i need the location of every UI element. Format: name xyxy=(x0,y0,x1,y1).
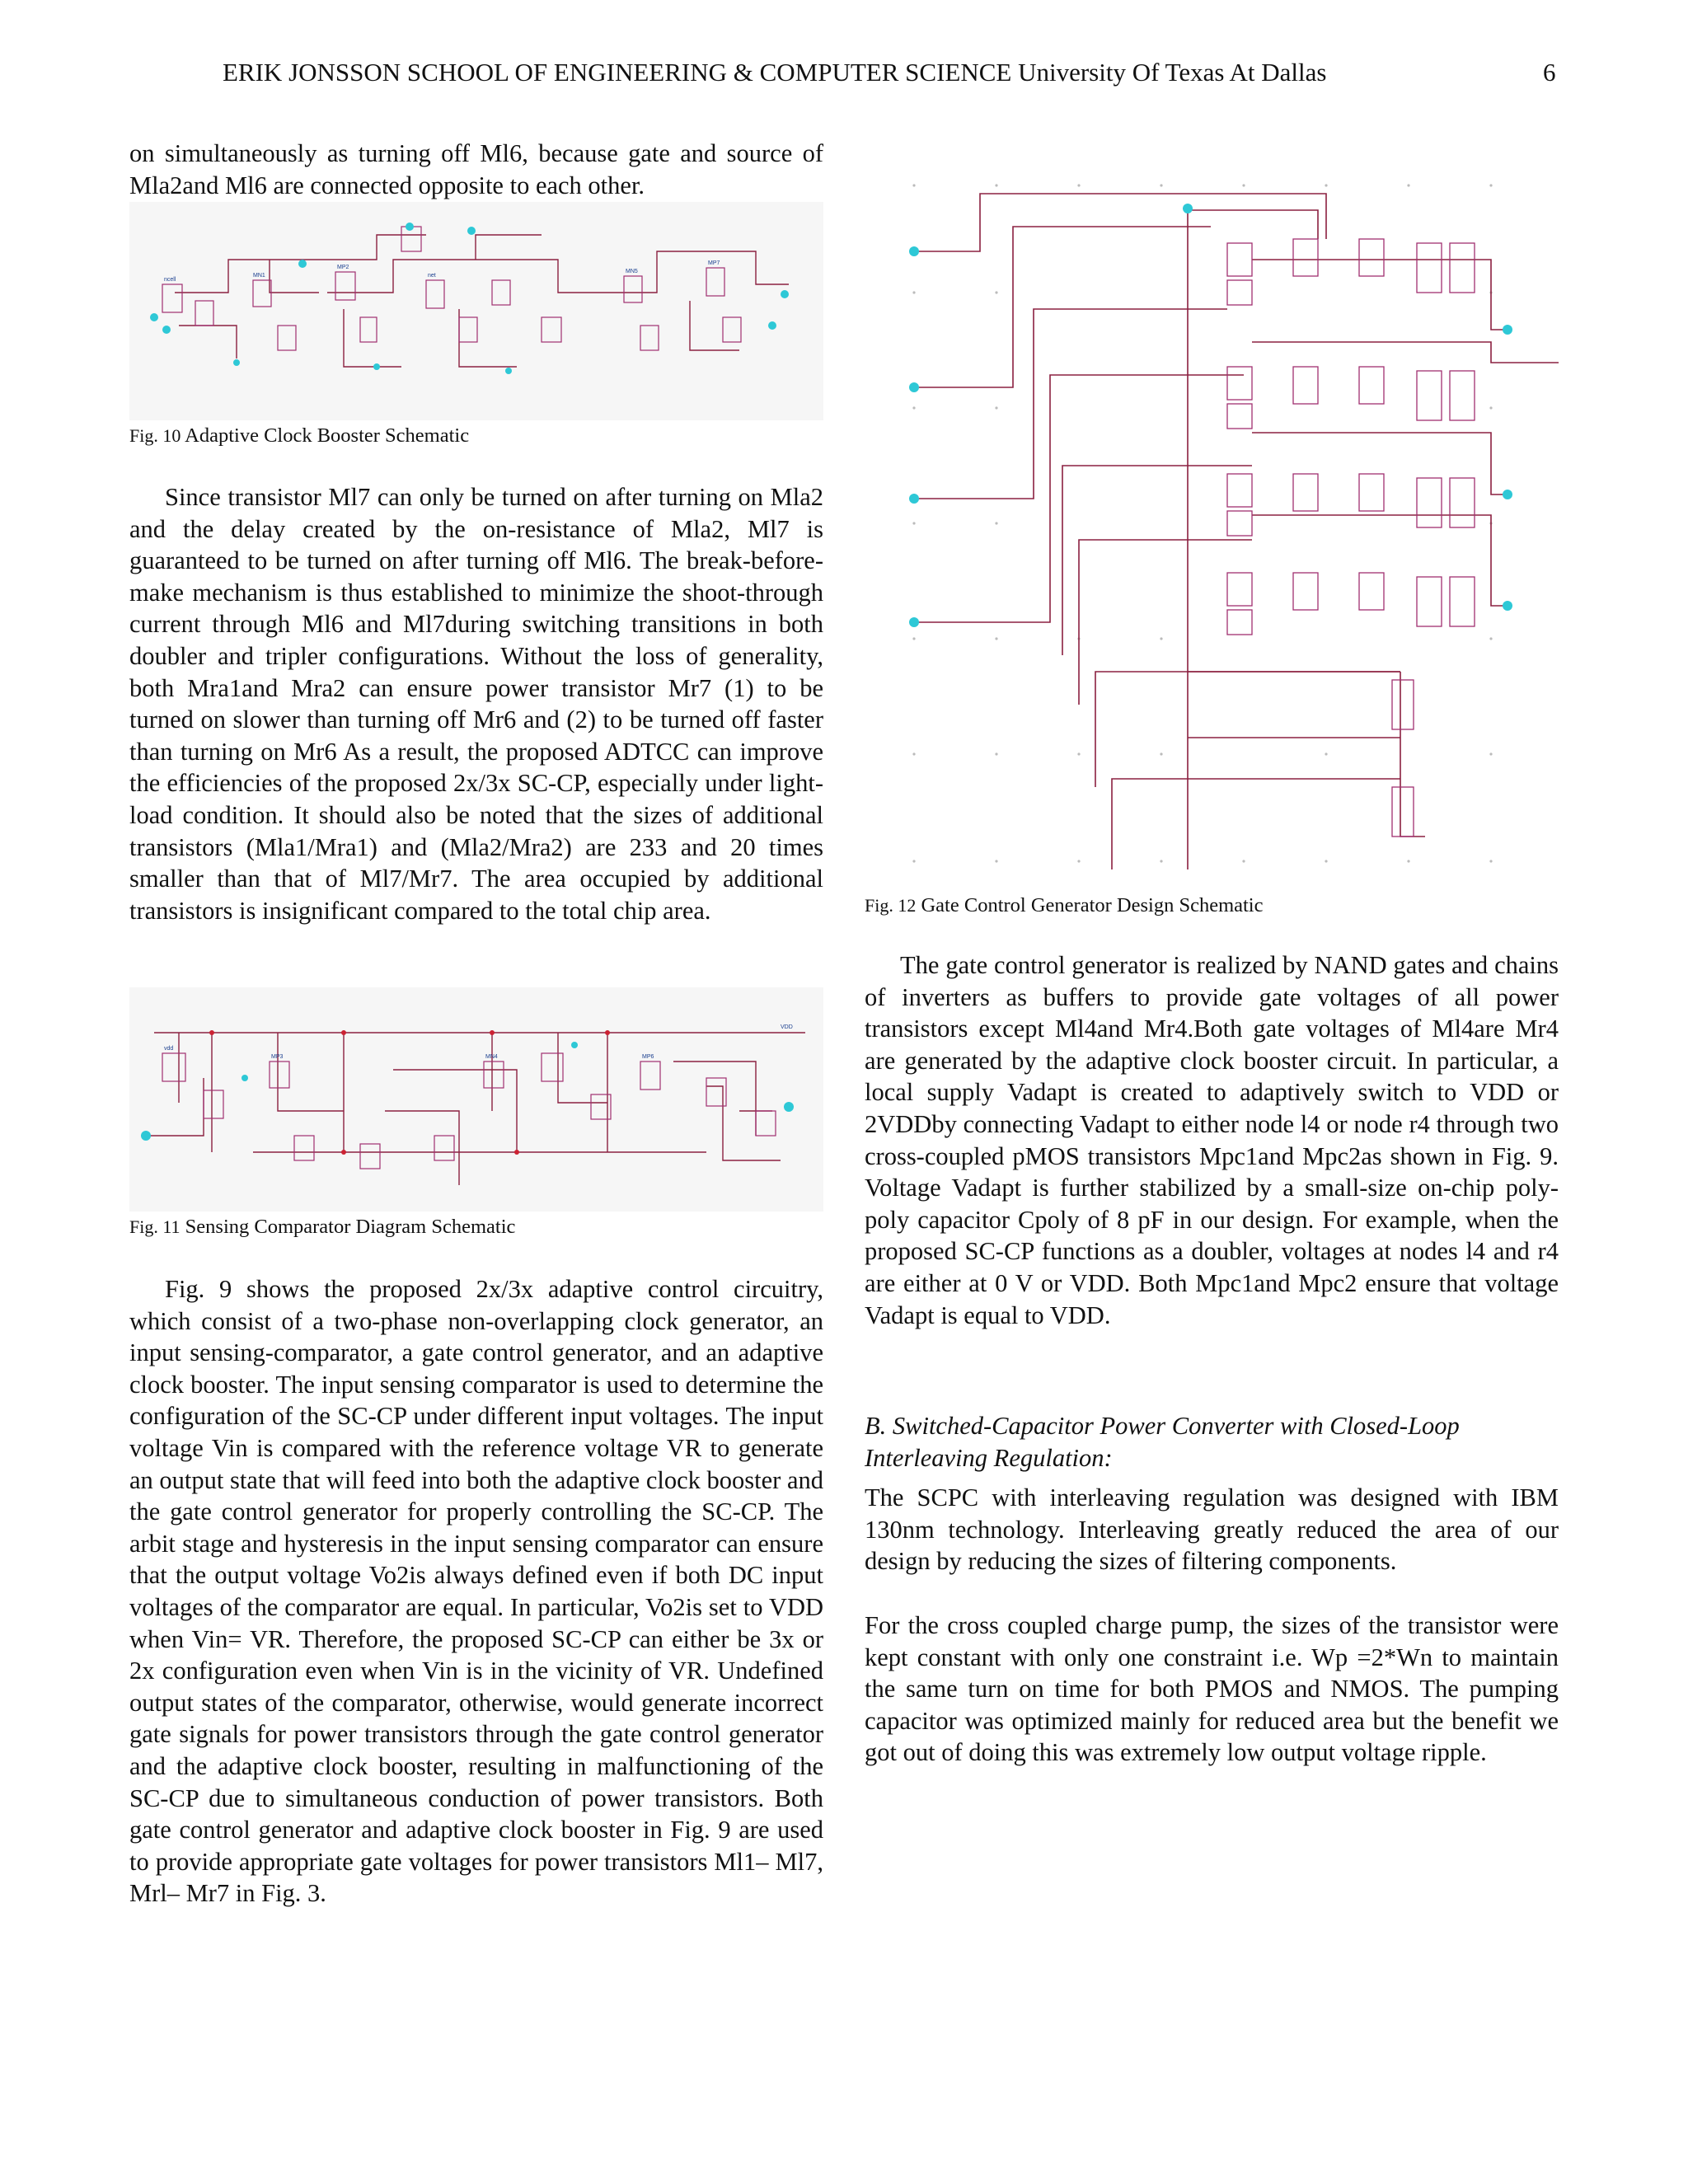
svg-text:MP7: MP7 xyxy=(708,260,720,266)
fig10-caption xyxy=(129,424,469,448)
svg-text:MN1: MN1 xyxy=(253,273,265,279)
paragraph: For the cross coupled charge pump, the sizes of the transistor were kept constant with only one constraint i.e. Wp =2*Wn to maintain the same turn on time for both PMOS and NMOS. The pumping capacitor was optimized mainly for reduced area but the benefit we got out of doing this was extremely low output voltage ripple. xyxy=(865,1611,1559,1767)
fig11-caption xyxy=(129,1216,515,1239)
figure-caption: Adaptive Clock Booster Schematic xyxy=(185,424,470,447)
svg-text:net: net xyxy=(428,273,436,279)
figure-label: Fig. 10 xyxy=(129,425,181,446)
svg-text:MP3: MP3 xyxy=(271,1054,284,1060)
paragraph: Fig. 9 shows the proposed 2x/3x adaptive control circuitry, which consist of a two-phase non-overlapping clock generator, an input sensing-comparator, a gate control generator, and an adaptive clock booster. The input sensing comparator is used to determine the configuration of the SC-CP under different input voltages. The input voltage Vin is compared with the reference voltage VR to generate an output state that will feed into both the adaptive clock booster and the gate control generator for properly controlling the SC-CP. The arbit stage and hysteresis in the input sensing comparator can ensure that the output voltage Vo2is always defined even if both DC input voltages of the comparator are equal. In particular, Vo2is set to VDD when Vin= VR. Therefore, the proposed SC-CP can either be 3x or 2x configuration even when Vin is in the vicinity of VR. Undefined output states of the comparator, otherwise, would generate incorrect gate signals for power transistors through the gate control generator and the adaptive clock booster, resulting in malfunctioning of the SC-CP due to simultaneous conduction of power transistors. Both gate control generator and adaptive clock booster in Fig. 9 are used to provide appropriate gate voltages for power transistors Ml1– Ml7, Mrl– Mr7 in Fig. 3. xyxy=(129,1275,823,1908)
header-title: ERIK JONSSON SCHOOL OF ENGINEERING & COMPUTER SCIENCE University Of Texas At Dallas xyxy=(223,58,1327,87)
gate-control-generator-schematic xyxy=(865,161,1559,886)
page-number: 6 xyxy=(1543,58,1556,87)
svg-text:VDD: VDD xyxy=(781,1024,793,1030)
sensing-comparator-schematic xyxy=(129,987,823,1212)
right-paragraph-3 xyxy=(865,1610,1559,1769)
page-header xyxy=(0,58,1688,99)
figure-label: Fig. 11 xyxy=(129,1216,181,1237)
left-paragraph-1 xyxy=(129,481,823,926)
svg-text:MP6: MP6 xyxy=(642,1054,654,1060)
left-top-paragraph xyxy=(129,138,823,201)
paragraph: The SCPC with interleaving regulation was designed with IBM 130nm technology. Interleaving greatly reduced the area of our design by reducing the sizes of filtering components. xyxy=(865,1483,1559,1576)
right-paragraph-2 xyxy=(865,1482,1559,1577)
svg-text:ncell: ncell xyxy=(164,277,176,283)
left-paragraph-2 xyxy=(129,1273,823,1910)
paragraph: The gate control generator is realized by NAND gates and chains of inverters as buffers to provide gate voltages of all power transistors except Ml4and Mr4.Both gate voltages of Ml4are Mr4 are generated by the adaptive clock booster circuit. In particular, a local supply Vadapt is created to adaptively switch to VDD or 2VDDby connecting Vadapt to either node l4 or node r4 through two cross-coupled pMOS transistors Mpc1and Mpc2as shown in Fig. 9. Voltage Vadapt is further stabilized by a small-size on-chip poly-poly capacitor Cpoly of 8 pF in our design. For example, when the proposed SC-CP functions as a doubler, voltages at nodes l4 and r4 are either at 0 V or VDD. Both Mpc1and Mpc2 ensure that voltage Vadapt is equal to VDD. xyxy=(865,951,1559,1329)
adaptive-clock-booster-schematic xyxy=(129,202,823,420)
paragraph: on simultaneously as turning off Ml6, because gate and source of Mla2and Ml6 are connected opposite to each other. xyxy=(129,139,823,199)
right-paragraph-1 xyxy=(865,949,1559,1331)
figure-caption: Sensing Comparator Diagram Schematic xyxy=(185,1216,516,1238)
svg-text:MN5: MN5 xyxy=(626,269,638,274)
fig11-schematic xyxy=(129,987,823,1212)
fig12-caption xyxy=(865,894,1264,917)
svg-text:MP2: MP2 xyxy=(337,265,349,270)
section-heading: B. Switched-Capacitor Power Converter with Closed-Loop Interleaving Regulation: xyxy=(865,1412,1460,1472)
paragraph: Since transistor Ml7 can only be turned on after turning on Mla2 and the delay created by the on-resistance of Mla2, Ml7 is guaranteed to be turned on after turning off Ml6. The break-before-make mechanism is thus established to minimize the shoot-through current through Ml6 and Ml7during switching transitions in both doubler and tripler configurations. Without the loss of generality, both Mra1and Mra2 can ensure power transistor Mr7 (1) to be turned on slower than turning off Mr6 and (2) to be turned off faster than turning on Mr6 As a result, the proposed ADTCC can improve the efficiencies of the proposed 2x/3x SC-CP, especially under light-load condition. It should also be noted that the sizes of additional transistors (Mla1/Mra1) and (Mla2/Mra2) are 233 and 20 times smaller than that of Ml7/Mr7. The area occupied by additional transistors is insignificant compared to the total chip area. xyxy=(129,483,823,925)
figure-caption: Gate Control Generator Design Schematic xyxy=(921,894,1264,916)
fig12-schematic xyxy=(865,161,1559,886)
svg-text:vdd: vdd xyxy=(164,1046,174,1052)
svg-text:MN4: MN4 xyxy=(485,1054,498,1060)
fig10-schematic xyxy=(129,202,823,420)
figure-label: Fig. 12 xyxy=(865,895,917,916)
